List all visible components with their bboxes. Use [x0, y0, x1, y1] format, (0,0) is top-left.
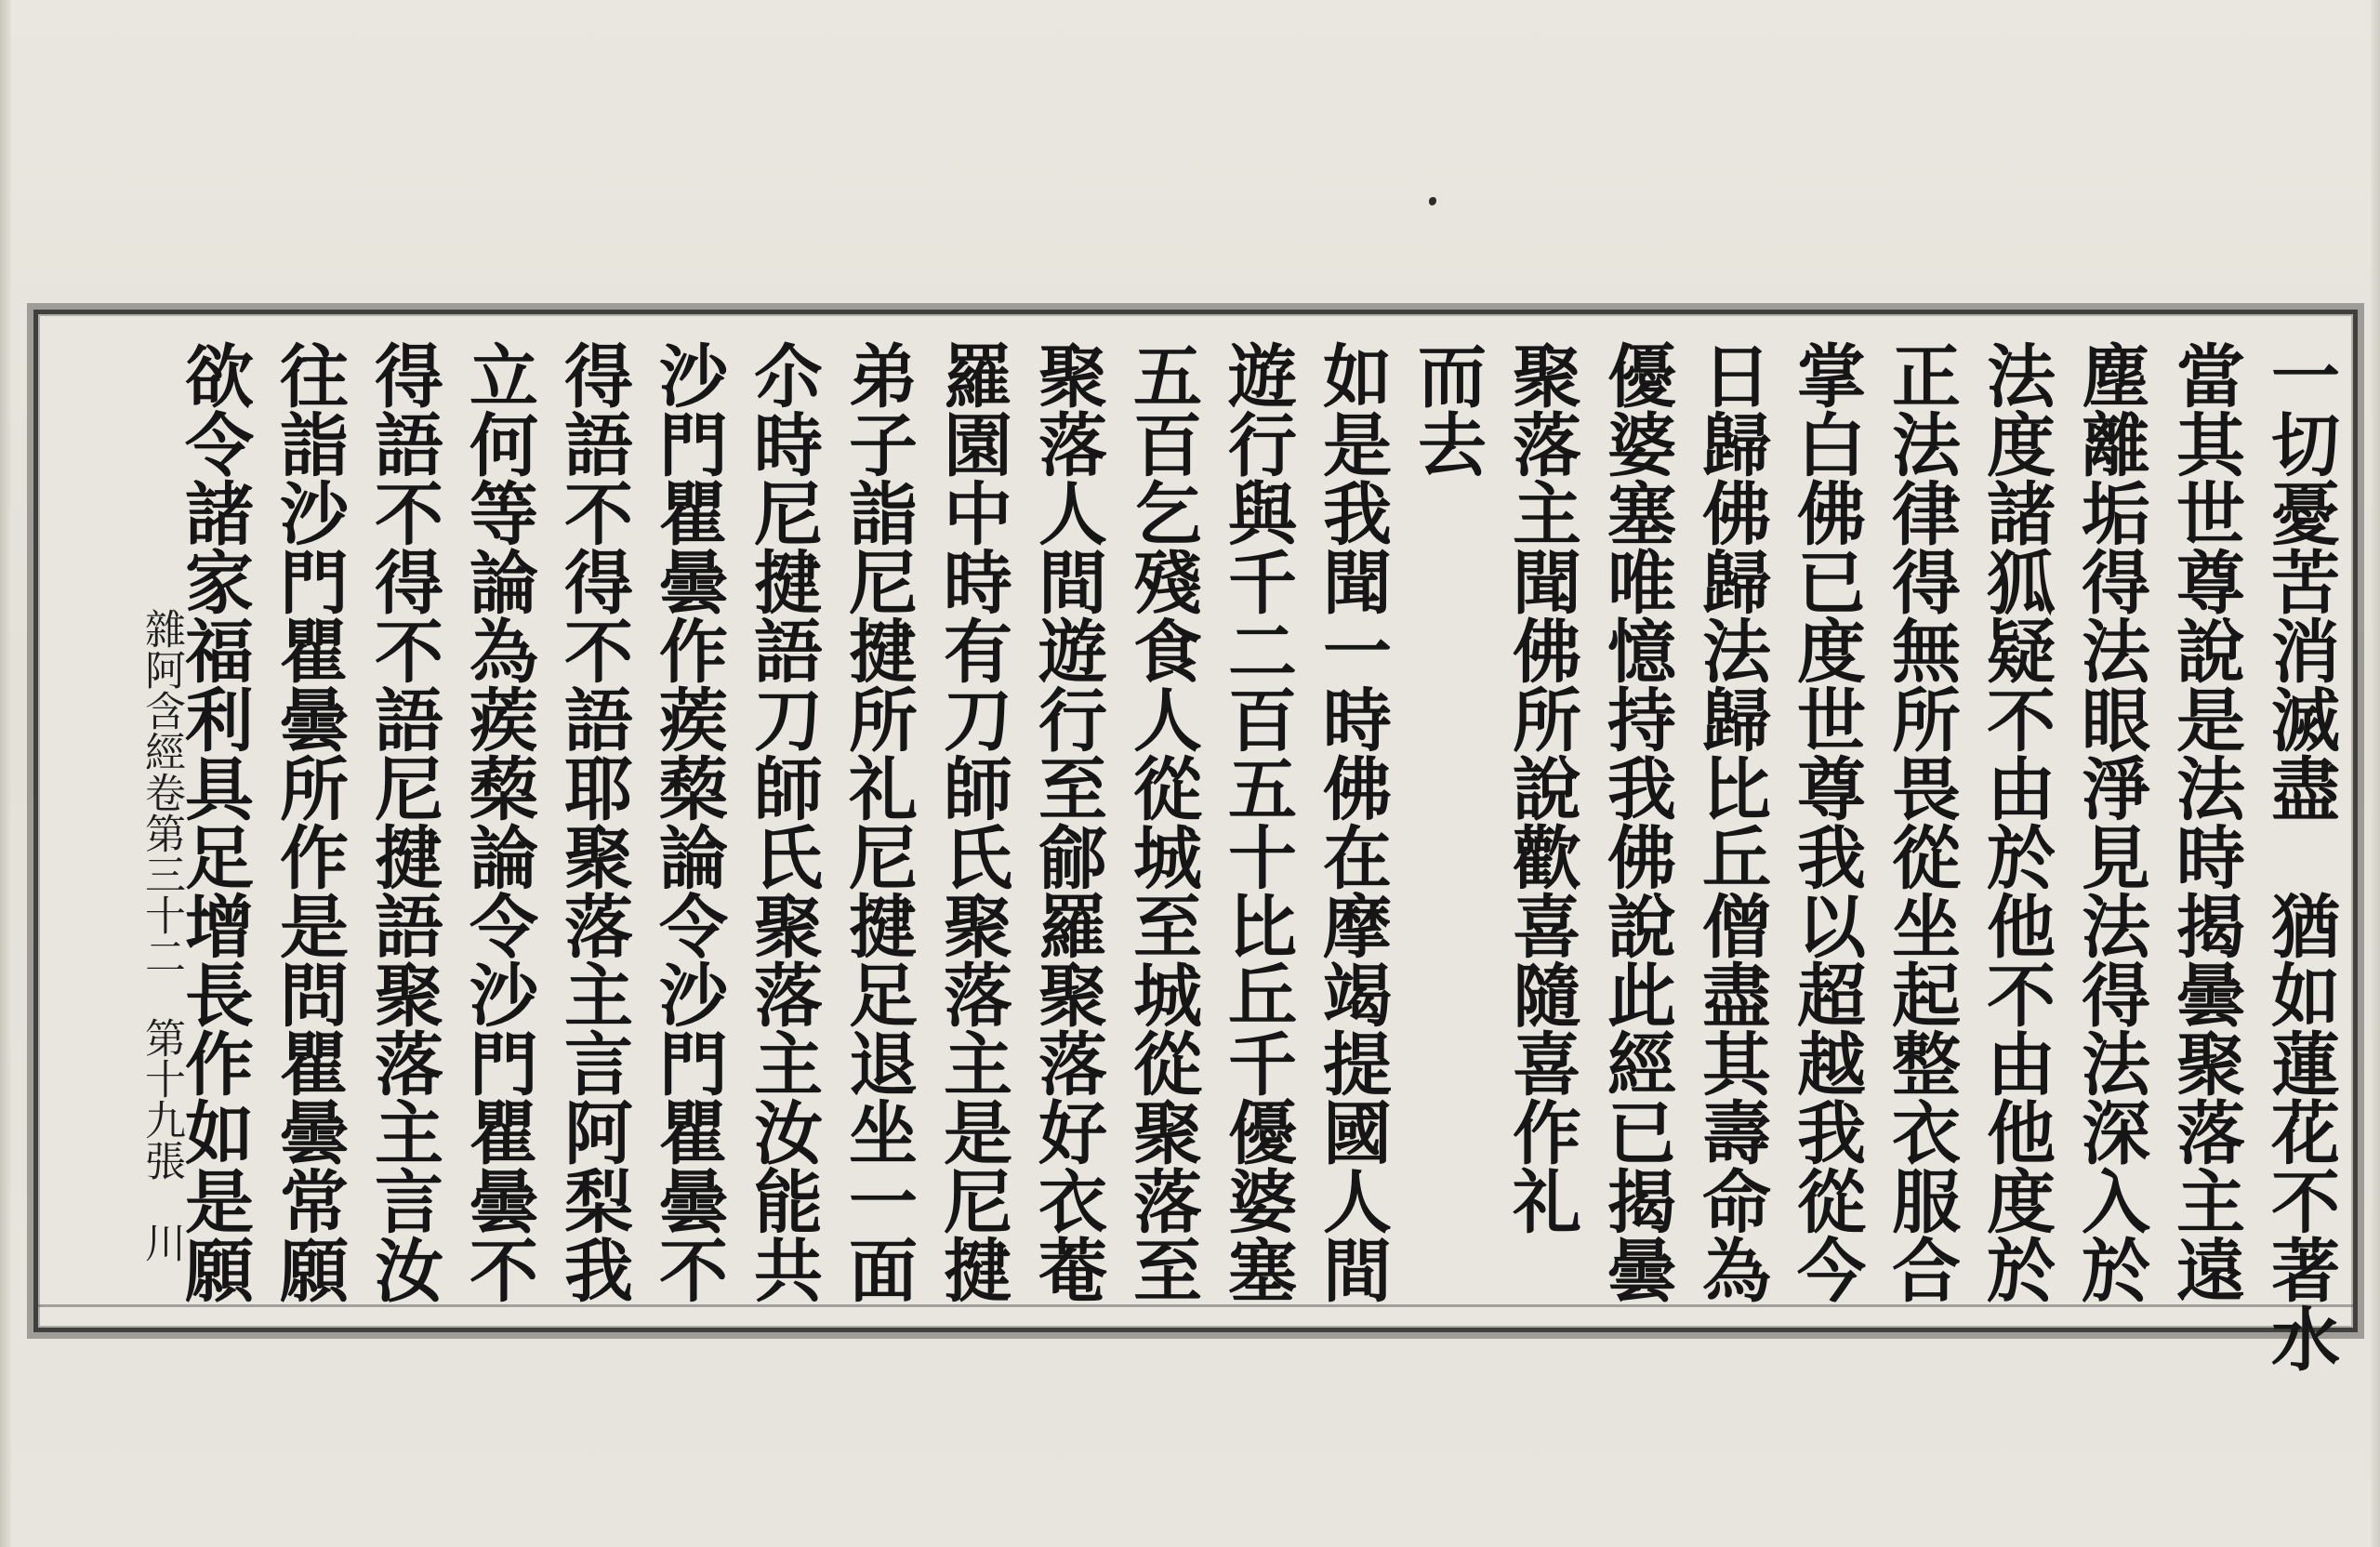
text-column: 聚落人間遊行至鄃羅聚落好衣菴 — [1027, 340, 1107, 1303]
text-column: 法度諸狐疑不由於他不由他度於 — [1976, 340, 2056, 1303]
text-column: 弟子詣尼揵所礼尼揵足退坐一面 — [838, 340, 918, 1303]
text-column: 而去 — [1407, 340, 1487, 478]
book-spine-shadow — [0, 0, 11, 1547]
text-column: 遊行與千二百五十比丘千優婆塞 — [1217, 340, 1297, 1303]
printed-text-block — [33, 310, 2358, 1372]
text-column: 正法律得無所畏從坐起整衣服合 — [1881, 340, 1961, 1303]
text-column: 往詣沙門瞿曇所作是問瞿曇常願 — [269, 340, 349, 1303]
text-column: 五百乞殘食人從城至城從聚落至 — [1122, 340, 1202, 1303]
text-column: 聚落主聞佛所說歡喜隨喜作礼 — [1501, 340, 1581, 1235]
text-column: 優婆塞唯憶持我佛說此經已揭曇 — [1596, 340, 1676, 1303]
bottom-rule — [38, 1304, 2353, 1307]
text-column: 得語不得不語耶聚落主言阿梨我 — [553, 340, 633, 1303]
text-column: 羅園中時有刀師氏聚落主是尼揵 — [932, 340, 1012, 1303]
text-column: 欲令諸家福利具足增長作如是願 — [174, 340, 254, 1303]
text-column: 當其世尊說是法時揭曇聚落主遠 — [2165, 340, 2245, 1303]
text-column: 沙門瞿曇作蒺蔾論令沙門瞿曇不 — [648, 340, 728, 1303]
text-column: 得語不得不語尼揵語聚落主言汝 — [364, 340, 443, 1303]
colophon-volume-page: 雜阿含經卷第三十二 第十九張 川 — [138, 608, 185, 1263]
text-column: 塵離垢得法眼淨見法得法深入於 — [2070, 340, 2150, 1303]
text-column: 日歸佛歸法歸比丘僧盡其壽命為 — [1691, 340, 1771, 1303]
text-column: 一切憂苦消滅盡 猶如蓮花不著水 — [2260, 340, 2340, 1372]
text-column: 掌白佛已度世尊我以超越我從今 — [1786, 340, 1866, 1303]
text-column: 如是我聞一時佛在摩竭提國人間 — [1312, 340, 1392, 1303]
page-edge — [2371, 0, 2380, 1547]
text-column: 立何等論為蒺蔾論令沙門瞿曇不 — [458, 340, 538, 1303]
text-column: 尒時尼揵語刀師氏聚落主汝能共 — [743, 340, 823, 1303]
